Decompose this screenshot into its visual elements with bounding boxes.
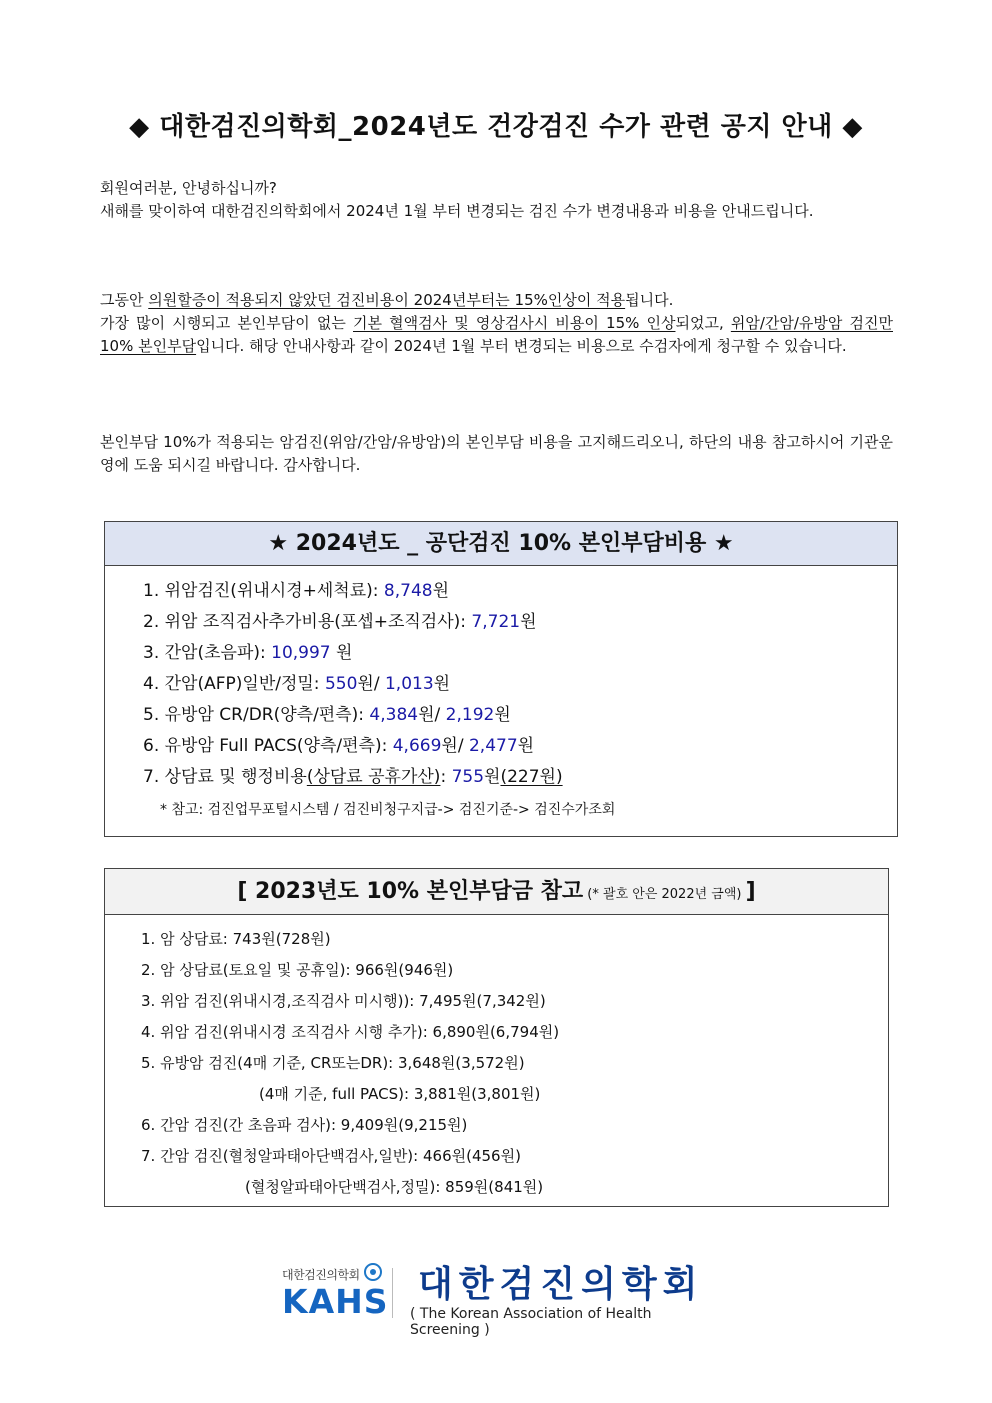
item-label: 2. 위암 조직검사추가비용(포셉+조직검사):	[143, 612, 472, 632]
fee-box-2023-header	[105, 869, 888, 915]
notice-p1-underline: 의원할증이 적용되지 않았던 검진비용이 2024년부터는 15%인상이 적용	[148, 291, 626, 309]
notice-text	[100, 289, 893, 358]
logo-english: ( The Korean Association of Health Screening )	[410, 1306, 652, 1338]
list-item	[143, 638, 897, 669]
list-item: 5. 유방암 검진(4매 기준, CR또는DR): 3,648원(3,572원)	[141, 1054, 525, 1072]
list-item	[143, 700, 897, 731]
item-unit-2: 원	[494, 705, 511, 725]
list-item	[143, 669, 897, 700]
kahs-logo	[282, 1262, 722, 1338]
item-label: 4. 간암(AFP)일반/정밀:	[143, 674, 325, 694]
item-unit: 원	[484, 767, 501, 787]
notice-p2-pre: 가장 많이 시행되고 본인부담이 없는	[100, 314, 354, 332]
intro-text	[100, 177, 893, 223]
item-value-2: 2,477	[468, 736, 518, 756]
item-value: 4,669	[392, 736, 442, 756]
item-value-2: 1,013	[384, 674, 434, 694]
logo-divider	[392, 1268, 393, 1318]
fee-list-2024	[105, 566, 897, 793]
item-label: 7. 상담료 및 행정비용	[143, 767, 307, 787]
fee-box-2024	[104, 521, 898, 837]
fee-list-2023	[105, 915, 888, 1203]
fee-box-2023	[104, 868, 889, 1207]
logo-name: 대한검진의학회	[418, 1264, 704, 1305]
item-label: 5. 유방암 CR/DR(양측/편측):	[143, 705, 370, 725]
header-main: [ 2023년도 10% 본인부담금 참고	[237, 879, 584, 904]
item-value: 7,721	[471, 612, 521, 632]
item-value-2: 2,192	[445, 705, 495, 725]
list-item: 6. 간암 검진(간 초음파 검사): 9,409원(9,215원)	[141, 1116, 468, 1134]
fee-box-2024-header: ★ 2024년도 _ 공단검진 10% 본인부담비용 ★	[105, 522, 897, 566]
item-value: 755	[451, 767, 485, 787]
list-item	[143, 731, 897, 762]
item-unit: 원	[432, 581, 450, 601]
notice-paragraph-1	[100, 289, 893, 312]
item-label: 3. 간암(초음파):	[143, 643, 272, 663]
list-item	[143, 576, 897, 607]
item-label-post: :	[440, 767, 452, 787]
page-title: ◆ 대한검진의학회_2024년도 건강검진 수가 관련 공지 안내 ◆	[129, 112, 863, 142]
item-unit: 원/	[441, 736, 469, 756]
header-note: (* 괄호 안은 2022년 금액)	[583, 887, 746, 902]
item-value: 8,748	[383, 581, 433, 601]
item-value: 10,997	[271, 643, 331, 663]
list-item: (혈청알파태아단백검사,정밀): 859원(841원)	[245, 1178, 544, 1196]
notice-p2-underline-1: 기본 혈액검사 및 영상검사시 비용이 15% 인상	[353, 314, 676, 332]
header-close: ]	[745, 879, 756, 904]
notice-paragraph-2	[100, 312, 893, 358]
list-item: 2. 암 상담료(토요일 및 공휴일): 966원(946원)	[141, 961, 454, 979]
item-unit: 원	[520, 612, 537, 632]
reference-note: * 참고: 검진업무포털시스템 / 검진비청구지급-> 검진기준-> 검진수가조회	[160, 802, 616, 818]
item-paren: (227원)	[500, 767, 563, 787]
notice-p2-underline-2: 위암/간암/유방암 검진만 10% 본인부담	[100, 314, 893, 355]
notice-p1-pre: 그동안	[100, 291, 149, 309]
list-item: 4. 위암 검진(위내시경 조직검사 시행 추가): 6,890원(6,794원)	[141, 1023, 560, 1041]
notice-p2-mid: 되었고,	[675, 314, 731, 332]
notice-p1-post: 됩니다.	[625, 291, 674, 309]
logo-small-text: 대한검진의학회	[282, 1268, 360, 1282]
item-label-underline: (상담료 공휴가산)	[306, 767, 441, 787]
eye-icon	[364, 1263, 382, 1281]
list-item: 3. 위암 검진(위내시경,조직검사 미시행)): 7,495원(7,342원)	[141, 992, 546, 1010]
list-item: 7. 간암 검진(혈청알파태아단백검사,일반): 466원(456원)	[141, 1147, 521, 1165]
item-value: 4,384	[369, 705, 419, 725]
item-unit: 원/	[418, 705, 446, 725]
list-item: (4매 기준, full PACS): 3,881원(3,801원)	[259, 1085, 541, 1103]
intro-greeting: 회원여러분, 안녕하십니까?	[100, 179, 277, 197]
item-label: 6. 유방암 Full PACS(양측/편측):	[143, 736, 393, 756]
list-item	[143, 607, 897, 638]
intro-message: 새해를 맞이하여 대한검진의학회에서 2024년 1월 부터 변경되는 검진 수가 변경내용과 비용을 안내드립니다.	[100, 202, 814, 220]
item-unit-2: 원	[517, 736, 535, 756]
item-unit: 원/	[357, 674, 385, 694]
item-value: 550	[324, 674, 358, 694]
closing-text: 본인부담 10%가 적용되는 암검진(위암/간암/유방암)의 본인부담 비용을 고지해드리오니, 하단의 내용 참고하시어 기관운영에 도움 되시길 바랍니다. 감사합니다.	[100, 433, 893, 474]
list-item: 1. 암 상담료: 743원(728원)	[141, 930, 331, 948]
item-label: 1. 위암검진(위내시경+세척료):	[143, 581, 384, 601]
notice-p2-post: 입니다. 해당 안내사항과 같이 2024년 1월 부터 변경되는 비용으로 수검자에게 청구할 수 있습니다.	[196, 337, 847, 355]
item-unit: 원	[330, 643, 353, 663]
item-unit-2: 원	[433, 674, 451, 694]
logo-kahs: KAHS	[282, 1282, 389, 1321]
list-item	[143, 762, 897, 793]
